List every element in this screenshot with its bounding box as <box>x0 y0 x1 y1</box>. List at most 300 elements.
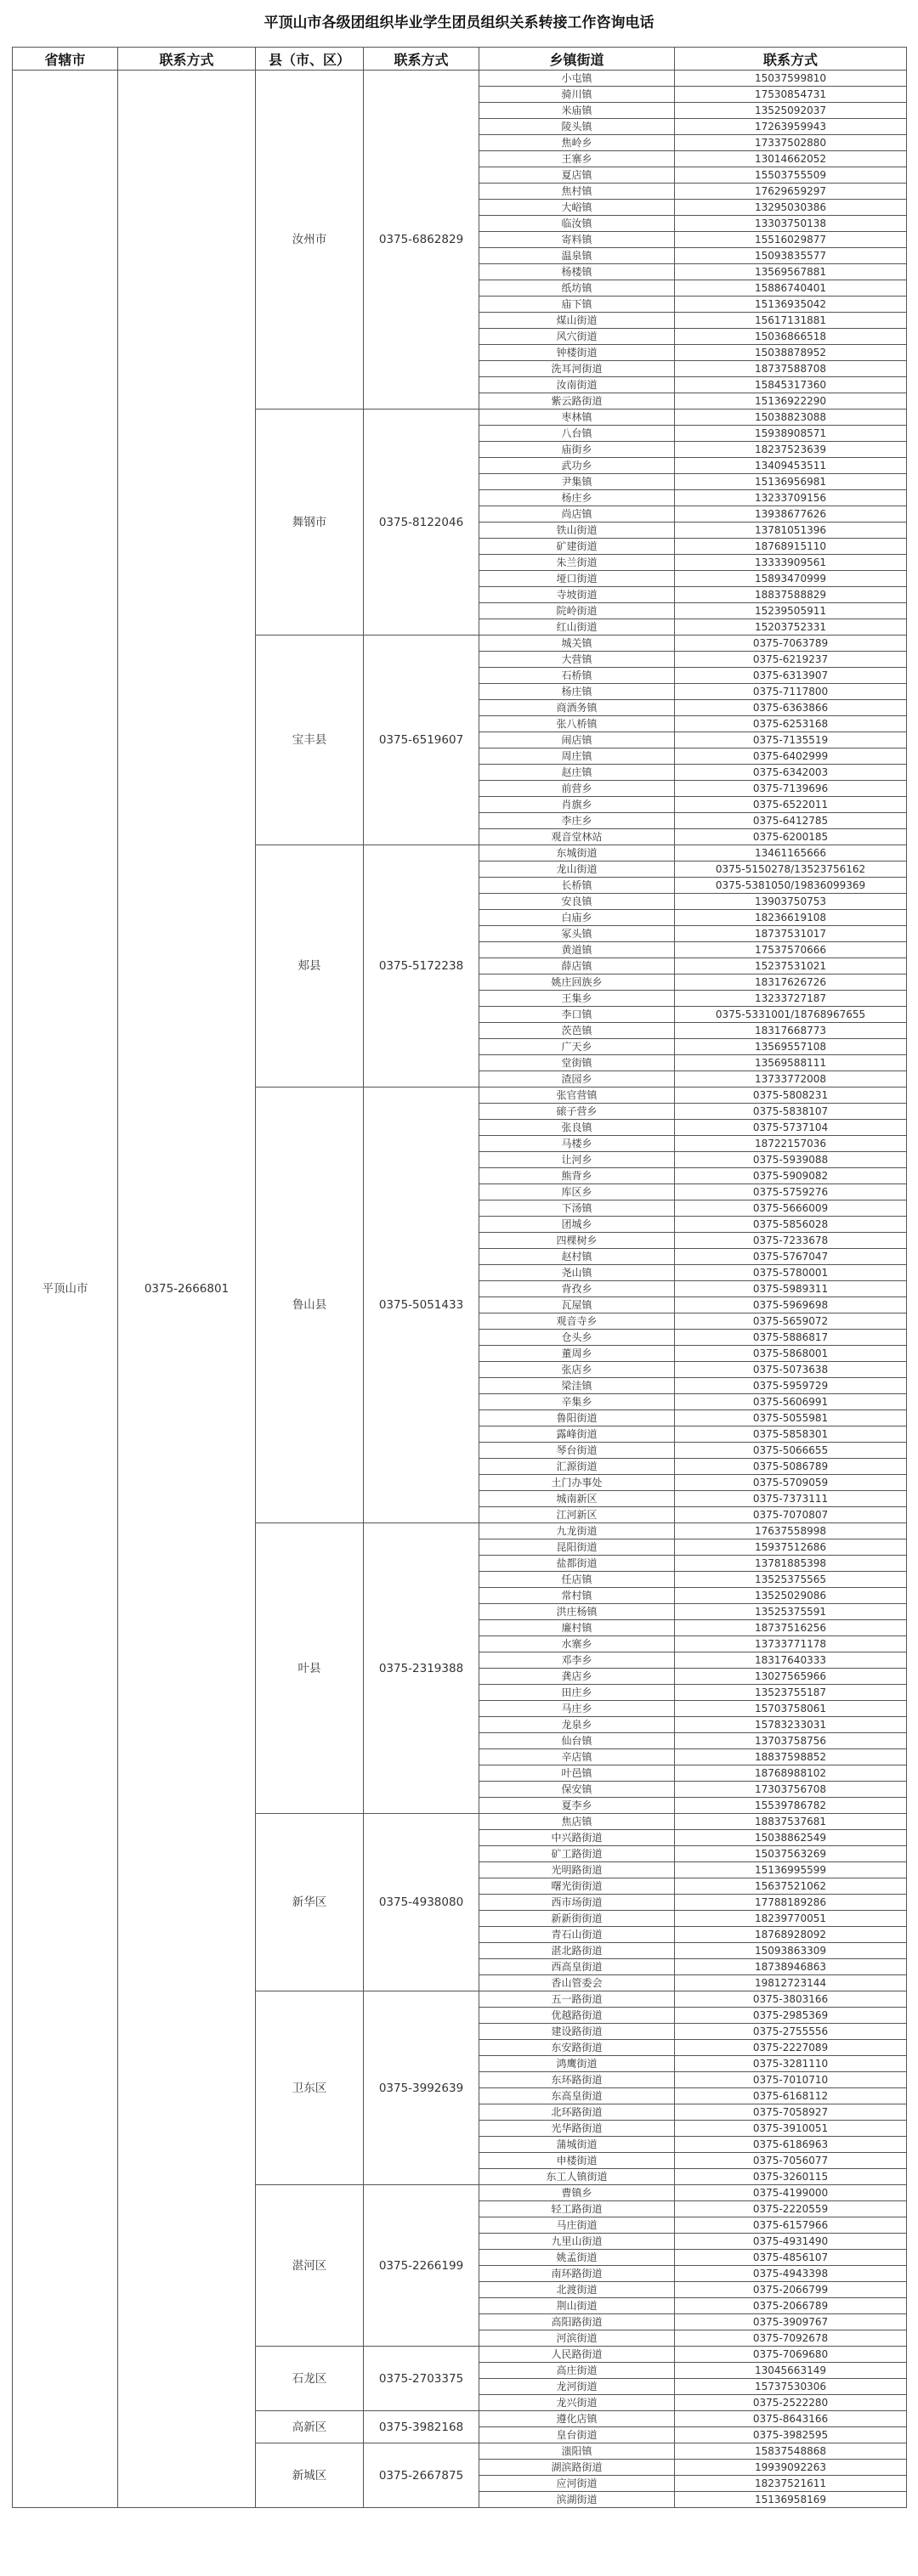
contact-table <box>12 47 907 2508</box>
town-name: 西市场街道 <box>479 1895 675 1911</box>
town-name: 建设路街道 <box>479 2024 675 2040</box>
town-phone: 0375-5381050/19836099369 <box>675 878 907 894</box>
town-phone: 0375-6253168 <box>675 716 907 732</box>
county-name: 湛河区 <box>256 2185 364 2347</box>
county-phone: 0375-2667875 <box>364 2443 479 2508</box>
town-phone: 0375-5666009 <box>675 1200 907 1217</box>
town-phone: 0375-5150278/13523756162 <box>675 861 907 878</box>
town-phone: 18738946863 <box>675 1959 907 1975</box>
town-phone: 0375-6200185 <box>675 829 907 845</box>
town-phone: 13569588111 <box>675 1055 907 1071</box>
town-name: 商酒务镇 <box>479 700 675 716</box>
town-phone: 0375-7092678 <box>675 2330 907 2347</box>
town-name: 董周乡 <box>479 1346 675 1362</box>
town-phone: 13295030386 <box>675 200 907 216</box>
town-name: 焦店镇 <box>479 1814 675 1830</box>
town-phone: 0375-6313907 <box>675 668 907 684</box>
town-phone: 15737530306 <box>675 2379 907 2395</box>
town-name: 杨楼镇 <box>479 264 675 280</box>
town-phone: 0375-5073638 <box>675 1362 907 1378</box>
town-name: 汇源街道 <box>479 1459 675 1475</box>
town-name: 冢头镇 <box>479 926 675 942</box>
town-phone: 0375-5759276 <box>675 1184 907 1200</box>
town-phone: 0375-6342003 <box>675 765 907 781</box>
town-phone: 15837548868 <box>675 2443 907 2460</box>
town-name: 王集乡 <box>479 991 675 1007</box>
town-phone: 13525092037 <box>675 103 907 119</box>
town-phone: 0375-6522011 <box>675 797 907 813</box>
county-name: 新华区 <box>256 1814 364 1991</box>
town-phone: 0375-6168112 <box>675 2088 907 2104</box>
town-name: 熊背乡 <box>479 1168 675 1184</box>
town-phone: 15637521062 <box>675 1878 907 1895</box>
town-name: 琴台街道 <box>479 1443 675 1459</box>
town-phone: 0375-4199000 <box>675 2185 907 2201</box>
town-phone: 18837588829 <box>675 587 907 603</box>
town-phone: 13045663149 <box>675 2363 907 2379</box>
town-name: 龚店乡 <box>479 1669 675 1685</box>
town-name: 寄料镇 <box>479 232 675 248</box>
town-phone: 18837598852 <box>675 1749 907 1765</box>
town-name: 梁洼镇 <box>479 1378 675 1394</box>
town-phone: 0375-5886817 <box>675 1330 907 1346</box>
town-phone: 17303756708 <box>675 1782 907 1798</box>
town-phone: 18237523639 <box>675 442 907 458</box>
town-name: 薛店镇 <box>479 958 675 974</box>
town-name: 风穴街道 <box>479 329 675 345</box>
town-name: 湖滨路街道 <box>479 2460 675 2476</box>
town-name: 纸坊镇 <box>479 280 675 297</box>
town-name: 光明路街道 <box>479 1862 675 1878</box>
header-county-phone: 联系方式 <box>364 48 479 71</box>
county-name: 舞钢市 <box>256 410 364 636</box>
town-phone: 15036866518 <box>675 329 907 345</box>
header-row <box>13 48 907 71</box>
town-name: 矿工路街道 <box>479 1846 675 1862</box>
town-phone: 15539786782 <box>675 1798 907 1814</box>
county-phone: 0375-6519607 <box>364 636 479 845</box>
town-phone: 13461165666 <box>675 845 907 861</box>
town-name: 茨芭镇 <box>479 1023 675 1039</box>
town-phone: 0375-8643166 <box>675 2411 907 2427</box>
town-name: 院岭街道 <box>479 603 675 619</box>
town-name: 仓头乡 <box>479 1330 675 1346</box>
town-phone: 15038823088 <box>675 410 907 426</box>
town-phone: 17788189286 <box>675 1895 907 1911</box>
town-name: 香山管委会 <box>479 1975 675 1991</box>
town-phone: 0375-2755556 <box>675 2024 907 2040</box>
town-name: 东环路街道 <box>479 2072 675 2088</box>
town-phone: 0375-6412785 <box>675 813 907 829</box>
town-phone: 0375-5858301 <box>675 1426 907 1443</box>
town-name: 曹镇乡 <box>479 2185 675 2201</box>
town-phone: 15893470999 <box>675 571 907 587</box>
town-name: 叶邑镇 <box>479 1765 675 1782</box>
town-name: 张良镇 <box>479 1120 675 1136</box>
town-name: 曙光街街道 <box>479 1878 675 1895</box>
town-name: 肖旗乡 <box>479 797 675 813</box>
town-name: 库区乡 <box>479 1184 675 1200</box>
town-phone: 15237531021 <box>675 958 907 974</box>
town-name: 北渡街道 <box>479 2282 675 2298</box>
town-name: 陵头镇 <box>479 119 675 135</box>
town-name: 高阳路街道 <box>479 2314 675 2330</box>
town-name: 尹集镇 <box>479 474 675 490</box>
town-phone: 18239770051 <box>675 1911 907 1927</box>
town-phone: 0375-7233678 <box>675 1233 907 1249</box>
town-name: 青石山街道 <box>479 1927 675 1943</box>
town-name: 庙街乡 <box>479 442 675 458</box>
town-name: 滍阳镇 <box>479 2443 675 2460</box>
town-phone: 0375-2522280 <box>675 2395 907 2411</box>
town-phone: 15937512686 <box>675 1539 907 1556</box>
town-name: 马庄街道 <box>479 2217 675 2234</box>
town-name: 武功乡 <box>479 458 675 474</box>
town-name: 九龙街道 <box>479 1523 675 1539</box>
town-phone: 0375-6157966 <box>675 2217 907 2234</box>
town-name: 北环路街道 <box>479 2104 675 2121</box>
county-phone: 0375-3982168 <box>364 2411 479 2443</box>
town-name: 焦岭乡 <box>479 135 675 151</box>
town-phone: 18236619108 <box>675 910 907 926</box>
town-name: 温泉镇 <box>479 248 675 264</box>
town-name: 夏店镇 <box>479 167 675 184</box>
town-phone: 13525375565 <box>675 1572 907 1588</box>
town-name: 观音堂林站 <box>479 829 675 845</box>
town-name: 中兴路街道 <box>479 1830 675 1846</box>
page-title: 平顶山市各级团组织毕业学生团员组织关系转接工作咨询电话 <box>264 14 654 31</box>
town-phone: 15886740401 <box>675 280 907 297</box>
town-phone: 15617131881 <box>675 313 907 329</box>
table-row <box>13 71 907 87</box>
town-name: 大营镇 <box>479 652 675 668</box>
town-phone: 18837537681 <box>675 1814 907 1830</box>
town-name: 江河新区 <box>479 1507 675 1523</box>
town-name: 蒲城街道 <box>479 2137 675 2153</box>
town-phone: 0375-5331001/18768967655 <box>675 1007 907 1023</box>
town-name: 李庄乡 <box>479 813 675 829</box>
town-phone: 17337502880 <box>675 135 907 151</box>
town-phone: 15239505911 <box>675 603 907 619</box>
town-name: 洪庄杨镇 <box>479 1604 675 1620</box>
town-phone: 15037599810 <box>675 71 907 87</box>
town-name: 鲁阳街道 <box>479 1410 675 1426</box>
town-phone: 18737588708 <box>675 361 907 377</box>
town-phone: 0375-3281110 <box>675 2056 907 2072</box>
town-phone: 15703758061 <box>675 1701 907 1717</box>
town-name: 安良镇 <box>479 894 675 910</box>
town-name: 矿建街道 <box>479 539 675 555</box>
town-name: 东城街道 <box>479 845 675 861</box>
town-name: 汝南街道 <box>479 377 675 393</box>
town-phone: 15037563269 <box>675 1846 907 1862</box>
town-phone: 18317640333 <box>675 1652 907 1669</box>
town-name: 五一路街道 <box>479 1991 675 2008</box>
town-phone: 0375-6219237 <box>675 652 907 668</box>
town-name: 杨庄镇 <box>479 684 675 700</box>
town-phone: 13409453511 <box>675 458 907 474</box>
town-phone: 19812723144 <box>675 1975 907 1991</box>
town-name: 米庙镇 <box>479 103 675 119</box>
town-phone: 18737531017 <box>675 926 907 942</box>
town-phone: 0375-5606991 <box>675 1394 907 1410</box>
town-name: 赵村镇 <box>479 1249 675 1265</box>
town-name: 盐都街道 <box>479 1556 675 1572</box>
town-phone: 17263959943 <box>675 119 907 135</box>
county-name: 卫东区 <box>256 1991 364 2185</box>
town-name: 夏李乡 <box>479 1798 675 1814</box>
town-phone: 15503755509 <box>675 167 907 184</box>
town-name: 人民路街道 <box>479 2347 675 2363</box>
town-phone: 15136958169 <box>675 2492 907 2508</box>
town-phone: 18768928092 <box>675 1927 907 1943</box>
town-name: 尧山镇 <box>479 1265 675 1281</box>
town-name: 让河乡 <box>479 1152 675 1168</box>
town-name: 优越路街道 <box>479 2008 675 2024</box>
town-phone: 15038878952 <box>675 345 907 361</box>
city-name: 平顶山市 <box>13 71 118 2508</box>
town-phone: 15136956981 <box>675 474 907 490</box>
town-name: 光华路街道 <box>479 2121 675 2137</box>
town-name: 保安镇 <box>479 1782 675 1798</box>
town-phone: 0375-3909767 <box>675 2314 907 2330</box>
county-name: 宝丰县 <box>256 636 364 845</box>
town-name: 闹店镇 <box>479 732 675 749</box>
town-phone: 13903750753 <box>675 894 907 910</box>
town-phone: 0375-5780001 <box>675 1265 907 1281</box>
town-phone: 13733771178 <box>675 1636 907 1652</box>
town-phone: 0375-3910051 <box>675 2121 907 2137</box>
town-phone: 0375-6402999 <box>675 749 907 765</box>
town-phone: 0375-7139696 <box>675 781 907 797</box>
town-name: 湛北路街道 <box>479 1943 675 1959</box>
town-phone: 0375-7117800 <box>675 684 907 700</box>
town-name: 西高皇街道 <box>479 1959 675 1975</box>
town-name: 大峪镇 <box>479 200 675 216</box>
town-phone: 13233727187 <box>675 991 907 1007</box>
county-name: 新城区 <box>256 2443 364 2508</box>
town-name: 荆山街道 <box>479 2298 675 2314</box>
header-town-phone: 联系方式 <box>675 48 907 71</box>
town-name: 八台镇 <box>479 426 675 442</box>
town-name: 周庄镇 <box>479 749 675 765</box>
town-name: 枣林镇 <box>479 410 675 426</box>
town-name: 红山街道 <box>479 619 675 636</box>
town-phone: 13938677626 <box>675 506 907 523</box>
town-name: 煤山街道 <box>479 313 675 329</box>
town-phone: 15093863309 <box>675 1943 907 1959</box>
town-phone: 13027565966 <box>675 1669 907 1685</box>
town-phone: 19939092263 <box>675 2460 907 2476</box>
town-name: 黄道镇 <box>479 942 675 958</box>
town-phone: 0375-5856028 <box>675 1217 907 1233</box>
town-name: 铁山街道 <box>479 523 675 539</box>
town-name: 常村镇 <box>479 1588 675 1604</box>
town-phone: 13014662052 <box>675 151 907 167</box>
town-phone: 15038862549 <box>675 1830 907 1846</box>
town-name: 昆阳街道 <box>479 1539 675 1556</box>
town-name: 临汝镇 <box>479 216 675 232</box>
town-name: 水寨乡 <box>479 1636 675 1652</box>
town-name: 土门办事处 <box>479 1475 675 1491</box>
town-phone: 15783233031 <box>675 1717 907 1733</box>
town-name: 张八桥镇 <box>479 716 675 732</box>
town-name: 堂街镇 <box>479 1055 675 1071</box>
town-phone: 18237521611 <box>675 2476 907 2492</box>
town-name: 小屯镇 <box>479 71 675 87</box>
town-name: 皇台街道 <box>479 2427 675 2443</box>
town-phone: 0375-6363866 <box>675 700 907 716</box>
town-phone: 0375-7373111 <box>675 1491 907 1507</box>
town-name: 朱兰街道 <box>479 555 675 571</box>
town-phone: 18768988102 <box>675 1765 907 1782</box>
town-phone: 0375-7070807 <box>675 1507 907 1523</box>
town-name: 庙下镇 <box>479 297 675 313</box>
town-name: 张官营镇 <box>479 1087 675 1104</box>
town-name: 钟楼街道 <box>479 345 675 361</box>
town-phone: 0375-5737104 <box>675 1120 907 1136</box>
town-phone: 0375-5659072 <box>675 1313 907 1330</box>
town-phone: 0375-5939088 <box>675 1152 907 1168</box>
town-name: 张店乡 <box>479 1362 675 1378</box>
town-phone: 0375-4931490 <box>675 2234 907 2250</box>
town-name: 赵庄镇 <box>479 765 675 781</box>
town-phone: 15136995599 <box>675 1862 907 1878</box>
county-phone: 0375-5051433 <box>364 1087 479 1523</box>
town-phone: 0375-5909082 <box>675 1168 907 1184</box>
town-phone: 0375-5959729 <box>675 1378 907 1394</box>
town-phone: 15093835577 <box>675 248 907 264</box>
town-name: 姚庄回族乡 <box>479 974 675 991</box>
town-name: 龙泉乡 <box>479 1717 675 1733</box>
town-name: 龙山街道 <box>479 861 675 878</box>
town-name: 焦村镇 <box>479 184 675 200</box>
town-phone: 13569567881 <box>675 264 907 280</box>
town-name: 前营乡 <box>479 781 675 797</box>
town-phone: 17530854731 <box>675 87 907 103</box>
town-phone: 0375-5808231 <box>675 1087 907 1104</box>
town-name: 九里山街道 <box>479 2234 675 2250</box>
town-phone: 15203752331 <box>675 619 907 636</box>
county-name: 石龙区 <box>256 2347 364 2411</box>
town-phone: 0375-5066655 <box>675 1443 907 1459</box>
town-name: 龙兴街道 <box>479 2395 675 2411</box>
town-name: 辛店镇 <box>479 1749 675 1765</box>
town-name: 龙河街道 <box>479 2379 675 2395</box>
town-name: 东工人镇街道 <box>479 2169 675 2185</box>
county-phone: 0375-2703375 <box>364 2347 479 2411</box>
town-name: 东安路街道 <box>479 2040 675 2056</box>
town-phone: 13523755187 <box>675 1685 907 1701</box>
town-name: 任店镇 <box>479 1572 675 1588</box>
town-phone: 0375-5086789 <box>675 1459 907 1475</box>
header-city: 省辖市 <box>13 48 118 71</box>
town-name: 姚孟街道 <box>479 2250 675 2266</box>
town-phone: 15136935042 <box>675 297 907 313</box>
town-name: 垭口街道 <box>479 571 675 587</box>
town-phone: 13333909561 <box>675 555 907 571</box>
town-phone: 0375-5055981 <box>675 1410 907 1426</box>
town-name: 高庄街道 <box>479 2363 675 2379</box>
town-name: 廉村镇 <box>479 1620 675 1636</box>
town-name: 新新街街道 <box>479 1911 675 1927</box>
town-phone: 18317626726 <box>675 974 907 991</box>
town-name: 东高皇街道 <box>479 2088 675 2104</box>
county-name: 鲁山县 <box>256 1087 364 1523</box>
town-name: 背孜乡 <box>479 1281 675 1297</box>
town-phone: 13781885398 <box>675 1556 907 1572</box>
town-phone: 15845317360 <box>675 377 907 393</box>
town-phone: 18722157036 <box>675 1136 907 1152</box>
town-name: 滨湖街道 <box>479 2492 675 2508</box>
town-phone: 0375-7010710 <box>675 2072 907 2088</box>
town-phone: 0375-5709059 <box>675 1475 907 1491</box>
town-name: 团城乡 <box>479 1217 675 1233</box>
town-name: 骑川镇 <box>479 87 675 103</box>
county-name: 郏县 <box>256 845 364 1087</box>
town-name: 杨庄乡 <box>479 490 675 506</box>
town-phone: 0375-2220559 <box>675 2201 907 2217</box>
town-name: 轻工路街道 <box>479 2201 675 2217</box>
city-phone: 0375-2666801 <box>118 71 256 2508</box>
town-name: 应河街道 <box>479 2476 675 2492</box>
town-name: 邓李乡 <box>479 1652 675 1669</box>
town-phone: 13569557108 <box>675 1039 907 1055</box>
town-phone: 0375-2066799 <box>675 2282 907 2298</box>
town-name: 渣园乡 <box>479 1071 675 1087</box>
town-phone: 13781051396 <box>675 523 907 539</box>
town-name: 寺坡街道 <box>479 587 675 603</box>
town-phone: 13525375591 <box>675 1604 907 1620</box>
table-body <box>13 71 907 2508</box>
town-name: 城关镇 <box>479 636 675 652</box>
town-phone: 17629659297 <box>675 184 907 200</box>
county-phone: 0375-5172238 <box>364 845 479 1087</box>
town-name: 广天乡 <box>479 1039 675 1055</box>
town-phone: 0375-7056077 <box>675 2153 907 2169</box>
town-phone: 18317668773 <box>675 1023 907 1039</box>
town-phone: 0375-3260115 <box>675 2169 907 2185</box>
town-name: 南环路街道 <box>479 2266 675 2282</box>
town-phone: 0375-5838107 <box>675 1104 907 1120</box>
town-name: 河滨街道 <box>479 2330 675 2347</box>
town-name: 遵化店镇 <box>479 2411 675 2427</box>
town-name: 鸿鹰街道 <box>479 2056 675 2072</box>
town-phone: 0375-4943398 <box>675 2266 907 2282</box>
town-phone: 17637558998 <box>675 1523 907 1539</box>
town-name: 李口镇 <box>479 1007 675 1023</box>
county-phone: 0375-2266199 <box>364 2185 479 2347</box>
town-phone: 18768915110 <box>675 539 907 555</box>
town-name: 观音寺乡 <box>479 1313 675 1330</box>
town-name: 长桥镇 <box>479 878 675 894</box>
town-phone: 0375-7069680 <box>675 2347 907 2363</box>
town-name: 洗耳河街道 <box>479 361 675 377</box>
town-phone: 0375-7058927 <box>675 2104 907 2121</box>
town-phone: 13233709156 <box>675 490 907 506</box>
town-name: 马庄乡 <box>479 1701 675 1717</box>
county-name: 高新区 <box>256 2411 364 2443</box>
town-phone: 0375-5969698 <box>675 1297 907 1313</box>
county-phone: 0375-3992639 <box>364 1991 479 2185</box>
town-name: 下汤镇 <box>479 1200 675 1217</box>
town-phone: 13703758756 <box>675 1733 907 1749</box>
town-phone: 13303750138 <box>675 216 907 232</box>
town-name: 紫云路街道 <box>479 393 675 410</box>
town-phone: 18737516256 <box>675 1620 907 1636</box>
town-phone: 15136922290 <box>675 393 907 410</box>
town-name: 瓦屋镇 <box>479 1297 675 1313</box>
